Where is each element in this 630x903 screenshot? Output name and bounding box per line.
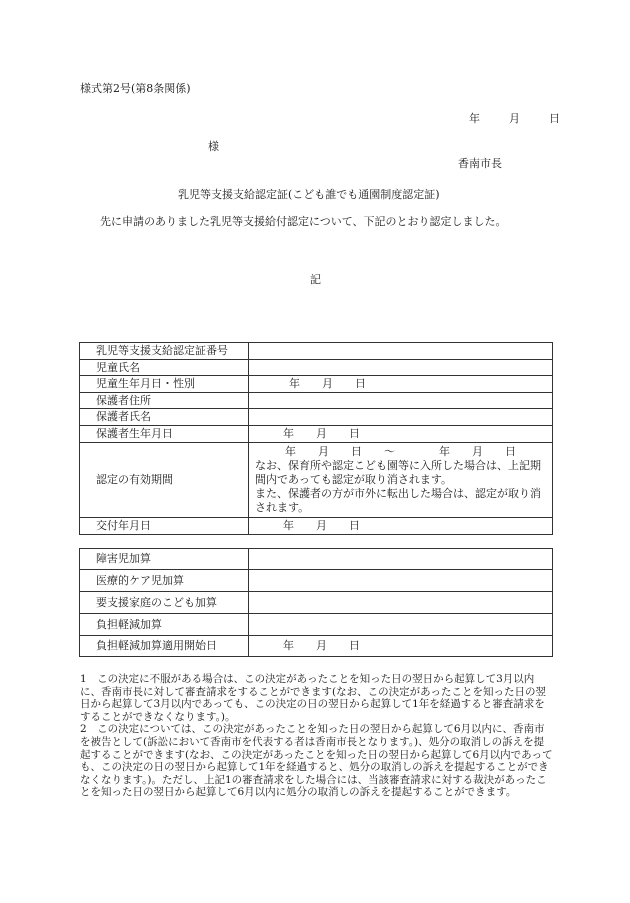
table-row <box>80 614 553 636</box>
date-header <box>469 110 560 126</box>
row-value <box>249 614 553 636</box>
row-value: 年 月 日 <box>249 376 553 393</box>
table-row <box>80 443 553 518</box>
form-number: 様式第2号(第8条関係) <box>80 82 191 95</box>
date-month: 月 <box>509 112 520 125</box>
row-label: 医療的ケア児加算 <box>80 570 249 592</box>
row-value <box>249 393 553 409</box>
validity-note-1: なお、保育所や認定こども園等に入所した場合は、上記期間内であっても認定が取り消されます。 <box>255 459 541 486</box>
row-label: 負担軽減加算 <box>80 614 249 636</box>
table-row <box>80 549 553 570</box>
table-row <box>80 343 553 360</box>
table-row <box>80 518 553 535</box>
row-value: 年 月 日 <box>249 636 553 657</box>
table-row <box>80 592 553 614</box>
row-label: 保護者住所 <box>80 393 249 409</box>
table-row <box>80 393 553 409</box>
date-year: 年 <box>469 112 480 125</box>
validity-range: 年 月 日 ～ 年 月 日 <box>285 445 516 458</box>
row-label: 保護者生年月日 <box>80 426 249 443</box>
table-row <box>80 426 553 443</box>
row-label: 障害児加算 <box>80 549 249 570</box>
table-row <box>80 409 553 426</box>
notes <box>80 673 554 799</box>
table-row <box>80 360 553 376</box>
row-value <box>249 570 553 592</box>
ki-heading: 記 <box>310 273 321 286</box>
row-label: 児童氏名 <box>80 360 249 376</box>
table-row <box>80 570 553 592</box>
document-title: 乳児等支援支給認定証(こども誰でも通園制度認定証) <box>178 188 440 201</box>
recipient-suffix: 様 <box>208 140 219 153</box>
row-value: 年 月 日 <box>249 518 553 535</box>
certificate-table <box>79 342 553 535</box>
row-value <box>249 592 553 614</box>
note-2: 2 この決定については、この決定があったことを知った日の翌日から起算して6月以内に、香南市を被告として(訴訟において香南市を代表する者は香南市長となります。)、処分の取消しの訴えを提起することができます(なお、この決定があったことを知った日の翌日から起算して6月以内であっても、この決定の日の翌日から起算して1年を経過すると、処分の取消しの訴えを提起することができなくなります。)。ただし、上記1の審査請求をした場合には、当該審査請求に対する裁決があったことを知った日の翌日から起算して6月以内に処分の取消しの訴えを提起することができます。 <box>80 723 553 799</box>
row-value <box>249 549 553 570</box>
table-row <box>80 376 553 393</box>
table-row <box>80 636 553 657</box>
issuer: 香南市長 <box>458 157 502 170</box>
date-day: 日 <box>549 112 560 125</box>
row-value <box>249 409 553 426</box>
row-label: 乳児等支援支給認定証番号 <box>80 343 249 360</box>
validity-note-2: また、保護者の方が市外に転出した場合は、認定が取り消されます。 <box>255 487 541 514</box>
row-value <box>249 360 553 376</box>
row-value: 年 月 日 <box>249 426 553 443</box>
row-label: 要支援家庭のこども加算 <box>80 592 249 614</box>
row-label: 交付年月日 <box>80 518 249 535</box>
validity-cell <box>249 443 553 518</box>
row-label: 負担軽減加算適用開始日 <box>80 636 249 657</box>
row-label: 児童生年月日・性別 <box>80 376 249 393</box>
row-value <box>249 343 553 360</box>
note-1: 1 この決定に不服がある場合は、この決定があったことを知った日の翌日から起算して3月以内に、香南市長に対して審査請求をすることができます(なお、この決定があったことを知った日の翌日から起算して3月以内であっても、この決定の日の翌日から起算して1年を経過すると審査請求をすることができなくなります。)。 <box>80 673 546 723</box>
addition-table <box>79 548 553 657</box>
intro-text: 先に申請のありました乳児等支援給付認定について、下記のとおり認定しました。 <box>100 215 507 228</box>
validity-label: 認定の有効期間 <box>80 443 249 518</box>
row-label: 保護者氏名 <box>80 409 249 426</box>
